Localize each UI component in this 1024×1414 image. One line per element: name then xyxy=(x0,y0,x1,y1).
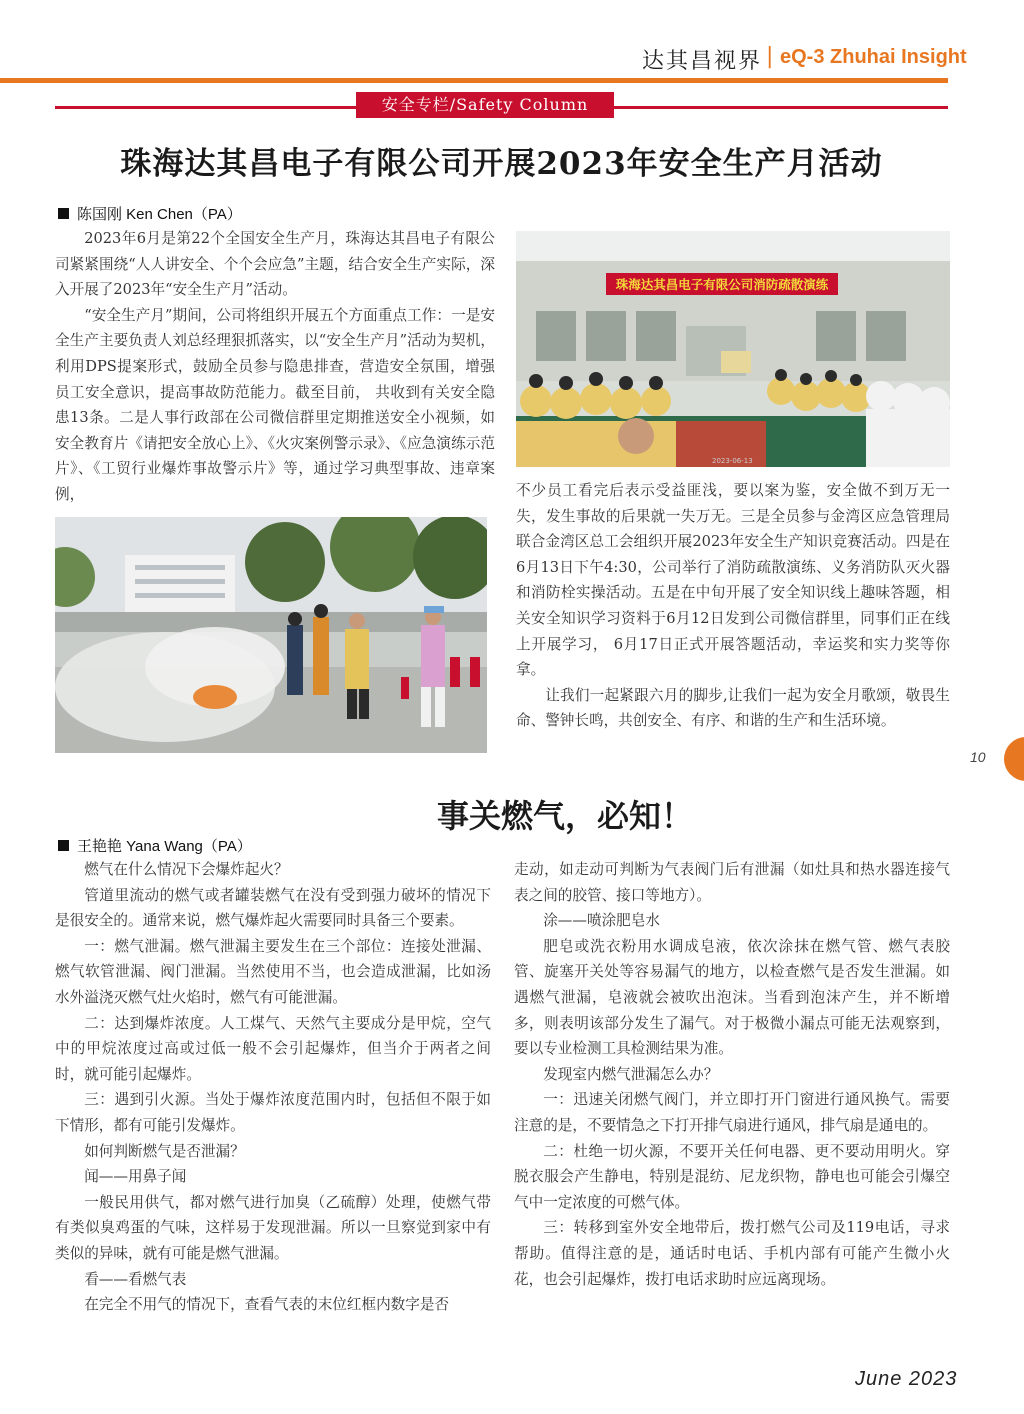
drill-banner-text: 珠海达其昌电子有限公司消防疏散演练 xyxy=(615,277,829,292)
evacuation-drill-image xyxy=(516,231,950,467)
article1-author-name: 陈国刚 Ken Chen（PA） xyxy=(77,206,242,223)
evacuation-drill-photo xyxy=(516,231,950,467)
article2-paragraph: 燃气在什么情况下会爆炸起火？ xyxy=(84,861,289,878)
header-separator: | xyxy=(766,44,774,69)
article2-paragraph: 二：达到爆炸浓度。人工煤气、天然气主要成分是甲烷，空气中的甲烷浓度过高或过低一般不会引起爆炸，但当介于两者之间时，就可能引起爆炸。 xyxy=(55,1014,491,1083)
article2-paragraph: 一：迅速关闭燃气阀门，并立即打开门窗进行通风换气。需要注意的是，不要情急之下打开排气扇进行通风，排气扇是通电的。 xyxy=(514,1091,950,1134)
fire-extinguisher-image xyxy=(55,517,487,753)
article2-paragraph: 一般民用供气，都对燃气进行加臭（乙硫醇）处理，使燃气带有类似臭鸡蛋的气味，这样易于发现泄漏。所以一旦察觉到家中有类似的异味，就有可能是燃气泄漏。 xyxy=(55,1193,491,1262)
article2-author xyxy=(58,835,252,856)
article2-paragraph: 三：转移到室外安全地带后，拨打燃气公司及119电话，寻求帮助。值得注意的是，通话时电话、手机内部有可能产生微小火花，也会引起爆炸，拨打电话求助时应远离现场。 xyxy=(514,1219,950,1288)
article2-paragraph: 发现室内燃气泄漏怎么办？ xyxy=(543,1065,719,1083)
article2-author-name: 王艳艳 Yana Wang（PA） xyxy=(77,838,252,855)
article2-paragraph: 管道里流动的燃气或者罐装燃气在没有受到强力破坏的情况下是很安全的。通常来说，燃气爆炸起火需要同时具备三个要素。 xyxy=(55,886,491,930)
column-label: 安全专栏/Safety Column xyxy=(356,92,614,118)
article1-paragraph: “安全生产月”期间，公司将组织开展五个方面重点工作：一是安全生产主要负责人刘总经理狠抓落实，以“安全生产月”活动为契机，利用DPS提案形式，鼓励全员参与隐患排查，营造安全氛围，增强员工安全意识，提高事故防范能力。截至目前， 共收到有关安全隐患13条。二是人事行政部在公司微信群里定期推送安全小视频，如安全教育片《请把安全放心上》、《火灾案例警示录》、《应急演练示范片》、《工贸行业爆炸事故警示片》等，通过学习典型事故、违章案例， xyxy=(55,306,495,503)
article2-paragraph: 一：燃气泄漏。燃气泄漏主要发生在三个部位：连接处泄漏、燃气软管泄漏、阀门泄漏。当然使用不当，也会造成泄漏，比如汤水外溢浇灭燃气灶火焰时，燃气有可能泄漏。 xyxy=(55,937,491,1006)
article2-paragraph: 涂——喷涂肥皂水 xyxy=(543,912,660,930)
magazine-title-en: eQ-3 Zhuhai Insight xyxy=(780,46,967,68)
article1-left-column xyxy=(55,226,495,508)
photo-timestamp: 2023-06-13 xyxy=(712,457,753,465)
article2-left-column xyxy=(55,857,491,1318)
article2-paragraph: 肥皂或洗衣粉用水调成皂液，依次涂抹在燃气管、燃气表胶管、旋塞开关处等容易漏气的地方，以检查燃气是否发生泄漏。如遇燃气泄漏，皂液就会被吹出泡沫。当看到泡沫产生，并不断增多，则表明该部分发生了漏气。对于极微小漏点可能无法观察到，要以专业检测工具检测结果为准。 xyxy=(514,937,950,1058)
article2-paragraph: 闻——用鼻子闻 xyxy=(84,1168,187,1186)
page-number-tab xyxy=(1004,737,1024,781)
article2-paragraph: 二：杜绝一切火源，不要开关任何电器、更不要动用明火。穿脱衣服会产生静电，特别是混纺、尼龙织物，静电也可能会引爆空气中一定浓度的可燃气体。 xyxy=(514,1142,950,1211)
fire-extinguisher-photo xyxy=(55,517,487,753)
article1-author xyxy=(58,203,242,224)
article2-paragraph: 看——看燃气表 xyxy=(84,1270,187,1288)
article2-title: 事关燃气，必知！ xyxy=(436,797,693,835)
article2-paragraph: 在完全不用气的情况下，查看气表的末位红框内数字是否 xyxy=(84,1296,450,1314)
magazine-title-cn: 达其昌视界 xyxy=(642,49,763,74)
header-rule xyxy=(0,78,948,83)
page-number: 10 xyxy=(970,749,986,765)
article1-paragraph: 2023年6月是第22个全国安全生产月，珠海达其昌电子有限公司紧紧围绕“人人讲安全、个个会应急”主题，结合安全生产实际，深入开展了2023年“安全生产月”活动。 xyxy=(55,230,495,299)
article1-right-column xyxy=(516,478,950,734)
article2-paragraph: 如何判断燃气是否泄漏？ xyxy=(84,1142,245,1160)
article1-title: 珠海达其昌电子有限公司开展2023年安全生产月活动 xyxy=(120,146,883,182)
article1-paragraph: 让我们一起紧跟六月的脚步,让我们一起为安全月歌颂，敬畏生命、警钟长鸣，共创安全、有序、和谐的生产和生活环境。 xyxy=(516,686,950,730)
author-bullet-icon xyxy=(58,208,69,219)
article2-paragraph: 走动，如走动可判断为气表阀门后有泄漏（如灶具和热水器连接气表之间的胶管、接口等地方）。 xyxy=(514,861,950,904)
author-bullet-icon xyxy=(58,840,69,851)
issue-date: June 2023 xyxy=(855,1368,958,1390)
article2-right-column xyxy=(514,857,950,1292)
article2-paragraph: 三：遇到引火源。当处于爆炸浓度范围内时，包括但不限于如下情形，都有可能引发爆炸。 xyxy=(55,1091,491,1134)
article1-paragraph: 不少员工看完后表示受益匪浅，要以案为鉴，安全做不到万无一失，发生事故的后果就一失万无。三是全员参与金湾区应急管理局联合金湾区总工会组织开展2023年安全生产知识竞赛活动。四是在6月13日下午4:30，公司举行了消防疏散演练、义务消防队灭火器和消防栓实操活动。五是在中旬开展了安全知识线上趣味答题，相关安全知识学习资料于6月12日发到公司微信群里，同事们正在线上开展学习， 6月17日正式开展答题活动，幸运奖和实力奖等你拿。 xyxy=(516,482,950,679)
